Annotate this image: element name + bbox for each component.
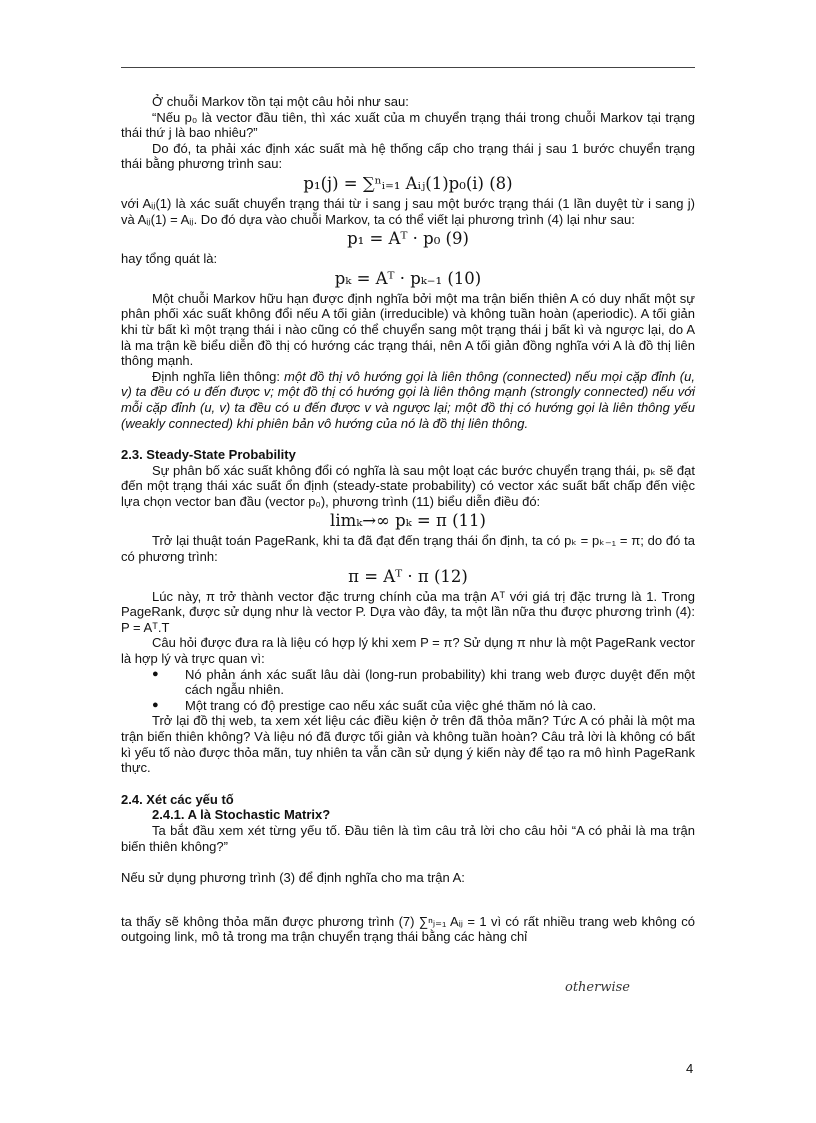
paragraph: ta thấy sẽ không thỏa mãn được phương trình (7) ∑ⁿⱼ₌₁ Aᵢⱼ = 1 vì có rất nhiều trang web không có outgoing link, mô tả trong ma trận chuyển trạng thái bằng các hàng chỉ	[121, 913, 695, 945]
paragraph: Một chuỗi Markov hữu hạn được định nghĩa bởi một ma trận biến thiên A có duy nhất một sự phân phối xác suất không đổi nếu A tối giản (irreducible) và không tuần hoàn (aperiodic). A tối giản khi từ bất kì một trạng thái i nào cũng có thể chuyển sang một trạng thái j bất kì và ngược lại, do A là ma trận kề biểu diễn đồ thị có hướng các trạng thái, nên A tối giản đồng nghĩa với A là đồ thị liên thông mạnh.	[121, 290, 695, 369]
section-heading-2-4: 2.4. Xét các yếu tố	[121, 791, 234, 807]
equation-11: limₖ→∞ pₖ = π (11)	[330, 511, 486, 531]
page-body	[121, 94, 695, 945]
spacer	[121, 886, 695, 914]
paragraph: Lúc này, π trở thành vector đặc trưng chính của ma trận Aᵀ với giá trị đặc trưng là 1. Trong PageRank, được sử dụng như là vector P. Dựa vào đây, ta một lần nữa thu được phương trình (4): P = Aᵀ.T	[121, 588, 695, 635]
paragraph: Trở lại thuật toán PageRank, khi ta đã đạt đến trạng thái ổn định, ta có pₖ = pₖ₋₁ = π; do đó ta có phương trình:	[121, 533, 695, 565]
page-number: 4	[686, 1061, 694, 1076]
equation-12: π = Aᵀ · π (12)	[348, 566, 468, 586]
definition-paragraph	[121, 369, 695, 431]
spacer	[121, 854, 695, 870]
paragraph: Ở chuỗi Markov tồn tại một câu hỏi như sau:	[152, 94, 409, 109]
equation-10: pₖ = Aᵀ · pₖ₋₁ (10)	[334, 268, 482, 288]
paragraph: Sự phân bố xác suất không đổi có nghĩa là sau một loạt các bước chuyển trạng thái, pₖ sẽ đạt đến một trạng thái xác suất ổn định (steady-state probability) có vector xác suất bất chấp đến việc lựa chọn vector ban đầu (vector p₀), phương trình (11) biểu diễn điều đó:	[121, 462, 695, 509]
definition-lead: Định nghĩa liên thông:	[152, 368, 285, 384]
paragraph: “Nếu p₀ là vector đầu tiên, thì xác xuất của m chuyển trạng thái trong chuỗi Markov tại trạng thái thứ j là bao nhiêu?”	[121, 109, 695, 141]
bullet-dot-icon: ●	[152, 667, 159, 680]
equation-8: p₁(j) = ∑ⁿᵢ₌₁ Aᵢⱼ(1)p₀(i) (8)	[303, 173, 513, 193]
spacer	[121, 776, 695, 792]
paragraph: Ta bắt đầu xem xét từng yếu tố. Đầu tiên là tìm câu trả lời cho câu hỏi “A có phải là ma trận biến thiên không?”	[121, 822, 695, 854]
paragraph: Trở lại đồ thị web, ta xem xét liệu các điều kiện ở trên đã thỏa mãn? Tức A có phải là một ma trận biến thiên không? Và liệu nó đã được tối giản và không tuần hoàn? Câu trả lời là không có bất kì yếu tố nào được thỏa mãn, tuy nhiên ta vẫn cần sử dụng ý kiến này để tạo ra mô hình PageRank thực.	[121, 713, 695, 776]
piecewise-fragment: otherwise	[565, 980, 630, 995]
subsection-heading-2-4-1: 2.4.1. A là Stochastic Matrix?	[152, 807, 331, 823]
section-heading-2-3: 2.3. Steady-State Probability	[121, 447, 296, 463]
paragraph: hay tổng quát là:	[121, 251, 218, 267]
paragraph: Nếu sử dụng phương trình (3) để định nghĩa cho ma trận A:	[121, 870, 465, 886]
spacer	[121, 431, 695, 447]
paragraph: Câu hỏi được đưa ra là liệu có hợp lý khi xem P = π? Sử dụng π như là một PageRank vector là hợp lý và trực quan vì:	[121, 635, 695, 667]
header-rule	[121, 67, 695, 68]
bullet-text: Một trang có độ prestige cao nếu xác suất của việc ghé thăm nó là cao.	[185, 697, 597, 713]
bullet-item	[152, 698, 695, 714]
paragraph: với Aᵢⱼ(1) là xác suất chuyển trạng thái từ i sang j sau một bước trạng thái (1 lần duyệt từ i sang j) và Aᵢⱼ(1) = Aᵢⱼ. Do đó dựa vào chuỗi Markov, ta có thể viết lại phương trình (4) lại như sau:	[121, 195, 695, 227]
definition-text: một đồ thị vô hướng gọi là liên thông (connected) nếu mọi cặp đỉnh (u, v) ta đều có u đến được v; một đồ thị có hướng gọi là liên thông mạnh (strongly connected) nếu với mỗi cặp đỉnh (u, v) ta đều có u đến được v và ngược lại; một đồ thị có hướng gọi là liên thông yếu (weakly connected) khi phiên bản vô hướng của nó là đồ thị liên thông.	[121, 368, 695, 431]
bullet-item	[152, 667, 695, 698]
equation-9: p₁ = Aᵀ · p₀ (9)	[347, 229, 469, 249]
bullet-text: Nó phản ánh xác suất lâu dài (long-run probability) khi trang web được duyệt đến một cách ngẫu nhiên.	[185, 666, 695, 698]
bullet-dot-icon: ●	[152, 698, 159, 711]
paragraph: Do đó, ta phải xác định xác suất mà hệ thống cấp cho trạng thái j sau 1 bước chuyển trạng thái bằng phương trình sau:	[121, 140, 695, 172]
